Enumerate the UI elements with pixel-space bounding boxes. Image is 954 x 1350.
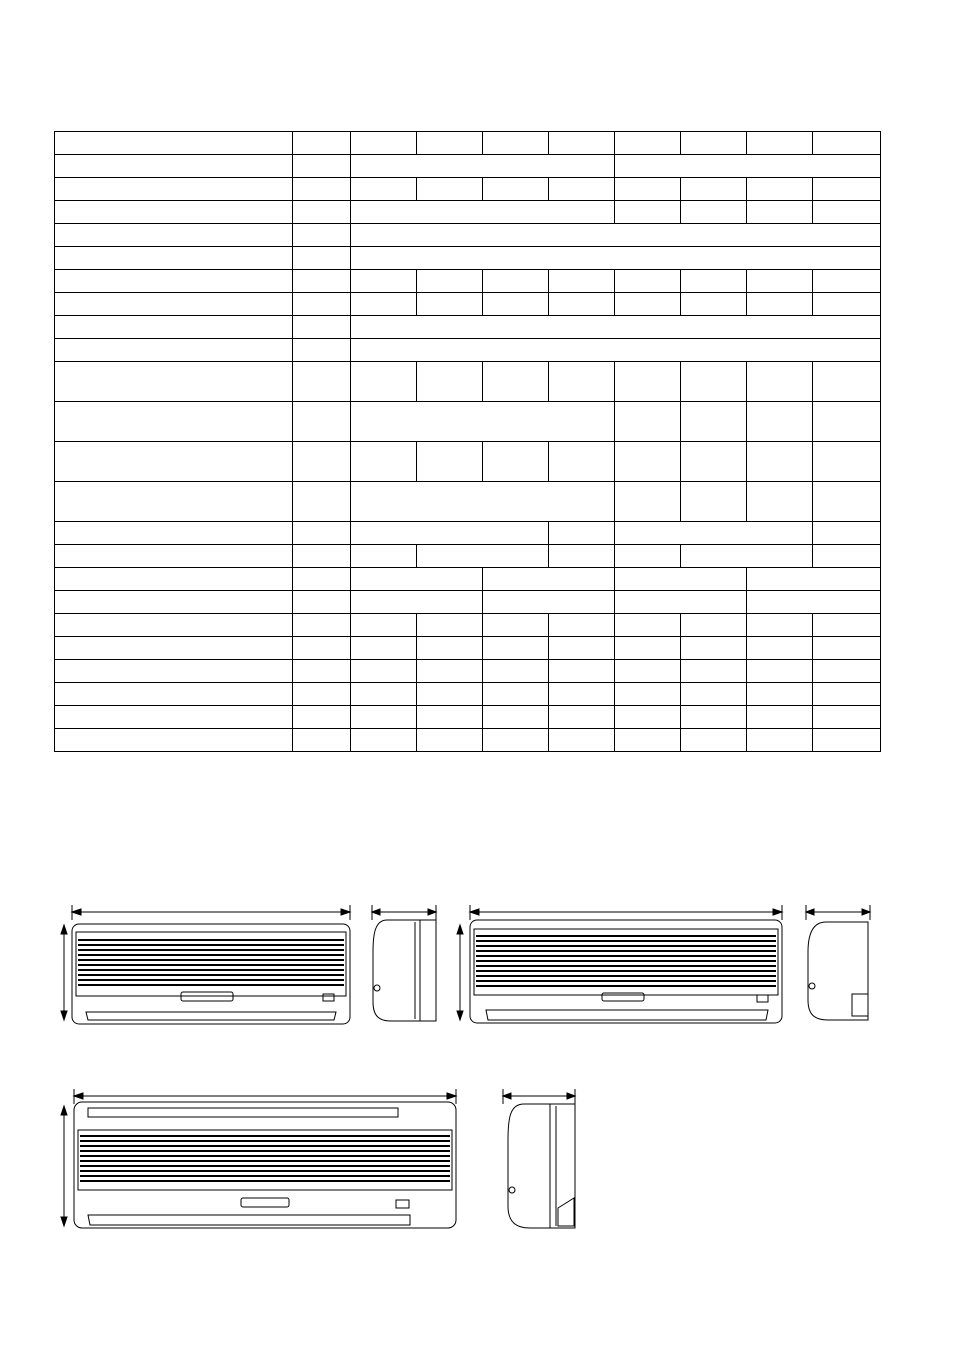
table-cell xyxy=(813,522,881,545)
table-row xyxy=(55,247,881,270)
table-cell xyxy=(293,155,351,178)
table-cell xyxy=(813,293,881,316)
table-cell xyxy=(681,362,747,402)
table-cell xyxy=(351,482,615,522)
top-grille-strip xyxy=(88,1108,398,1117)
table-cell xyxy=(293,270,351,293)
table-row xyxy=(55,683,881,706)
table-cell xyxy=(351,660,417,683)
table-cell xyxy=(417,683,483,706)
table-cell xyxy=(615,545,681,568)
table-cell xyxy=(747,362,813,402)
table-cell xyxy=(747,683,813,706)
table-cell xyxy=(549,132,615,155)
table-cell xyxy=(293,683,351,706)
table-cell xyxy=(293,522,351,545)
table-cell xyxy=(681,660,747,683)
table-cell xyxy=(681,201,747,224)
table-cell xyxy=(549,729,615,752)
table-cell xyxy=(813,201,881,224)
table-cell xyxy=(615,402,681,442)
table-cell xyxy=(549,522,615,545)
table-cell xyxy=(747,270,813,293)
table-cell xyxy=(351,293,417,316)
arrow-down-icon xyxy=(61,1011,67,1020)
table-cell xyxy=(293,568,351,591)
table-cell xyxy=(293,402,351,442)
table-cell xyxy=(747,637,813,660)
table-cell xyxy=(55,522,293,545)
table-cell xyxy=(55,637,293,660)
table-cell xyxy=(351,362,417,402)
table-cell xyxy=(351,591,483,614)
table-row xyxy=(55,729,881,752)
table-cell xyxy=(813,706,881,729)
receiver-window xyxy=(757,995,768,1002)
table-cell xyxy=(417,442,483,482)
table-cell xyxy=(293,224,351,247)
table-cell xyxy=(615,482,681,522)
table-cell xyxy=(55,224,293,247)
table-cell xyxy=(747,482,813,522)
table-row xyxy=(55,568,881,591)
table-cell xyxy=(813,178,881,201)
table-cell xyxy=(55,362,293,402)
table-cell xyxy=(483,706,549,729)
table-cell xyxy=(417,293,483,316)
table-cell xyxy=(293,442,351,482)
table-cell xyxy=(293,339,351,362)
table-cell xyxy=(813,482,881,522)
table-cell xyxy=(351,155,615,178)
display-panel xyxy=(241,1198,289,1207)
arrow-left-icon xyxy=(470,909,479,915)
table-cell xyxy=(351,316,881,339)
table-cell xyxy=(483,660,549,683)
table-row xyxy=(55,637,881,660)
table-cell xyxy=(549,637,615,660)
table-cell xyxy=(681,482,747,522)
table-cell xyxy=(549,178,615,201)
table-cell xyxy=(747,591,881,614)
table-cell xyxy=(813,660,881,683)
table-cell xyxy=(549,614,615,637)
table-cell xyxy=(55,545,293,568)
table-cell xyxy=(549,270,615,293)
table-cell xyxy=(681,442,747,482)
table-cell xyxy=(417,637,483,660)
arrow-down-icon xyxy=(61,1217,67,1226)
table-cell xyxy=(293,132,351,155)
side-knob xyxy=(809,983,815,989)
table-cell xyxy=(351,683,417,706)
table-row xyxy=(55,339,881,362)
table-cell xyxy=(293,482,351,522)
table-cell xyxy=(483,568,615,591)
table-row xyxy=(55,201,881,224)
table-cell xyxy=(747,178,813,201)
indoor-unit-a-front-drawing xyxy=(50,900,360,1030)
table-cell xyxy=(747,729,813,752)
table-row xyxy=(55,442,881,482)
arrow-left-icon xyxy=(806,909,814,915)
table-cell xyxy=(615,637,681,660)
table-cell xyxy=(417,132,483,155)
table-cell xyxy=(351,270,417,293)
table-cell xyxy=(747,660,813,683)
specification-table xyxy=(54,131,881,752)
table-cell xyxy=(747,568,881,591)
bottom-bracket xyxy=(852,994,868,1016)
table-cell xyxy=(813,637,881,660)
table-cell xyxy=(813,442,881,482)
arrow-down-icon xyxy=(457,1011,463,1020)
table-cell xyxy=(293,293,351,316)
table-cell xyxy=(747,706,813,729)
table-cell xyxy=(549,293,615,316)
table-cell xyxy=(293,706,351,729)
table-cell xyxy=(615,522,813,545)
table-cell xyxy=(417,362,483,402)
table-cell xyxy=(747,442,813,482)
table-row xyxy=(55,178,881,201)
table-cell xyxy=(681,402,747,442)
air-outlet-louver xyxy=(486,1010,768,1020)
table-cell xyxy=(747,402,813,442)
table-cell xyxy=(813,402,881,442)
table-cell xyxy=(615,568,747,591)
table-cell xyxy=(615,270,681,293)
table-cell xyxy=(293,247,351,270)
table-cell xyxy=(55,706,293,729)
table-cell xyxy=(681,683,747,706)
table-cell xyxy=(813,270,881,293)
table-cell xyxy=(293,729,351,752)
table-cell xyxy=(483,591,615,614)
table-cell xyxy=(681,270,747,293)
table-row xyxy=(55,270,881,293)
table-cell xyxy=(55,178,293,201)
table-cell xyxy=(615,293,681,316)
table-cell xyxy=(615,614,681,637)
table-row xyxy=(55,132,881,155)
receiver-window xyxy=(323,994,334,1001)
unit-side-profile xyxy=(508,1104,550,1228)
arrow-right-icon xyxy=(341,909,350,915)
table-cell xyxy=(681,637,747,660)
table-cell xyxy=(483,270,549,293)
table-cell xyxy=(681,293,747,316)
table-cell xyxy=(483,178,549,201)
table-cell xyxy=(55,482,293,522)
table-row xyxy=(55,522,881,545)
table-cell xyxy=(615,591,747,614)
table-cell xyxy=(417,706,483,729)
table-cell xyxy=(813,614,881,637)
table-cell xyxy=(55,442,293,482)
table-cell xyxy=(483,132,549,155)
table-cell xyxy=(483,637,549,660)
table-row xyxy=(55,482,881,522)
table-cell xyxy=(483,614,549,637)
table-cell xyxy=(813,683,881,706)
table-cell xyxy=(615,729,681,752)
table-cell xyxy=(55,247,293,270)
table-cell xyxy=(417,270,483,293)
table-cell xyxy=(351,614,417,637)
table-cell xyxy=(417,178,483,201)
table-row xyxy=(55,545,881,568)
table-cell xyxy=(681,614,747,637)
table-cell xyxy=(351,729,417,752)
arrow-right-icon xyxy=(862,909,870,915)
table-cell xyxy=(55,591,293,614)
side-knob xyxy=(509,1187,515,1193)
table-cell xyxy=(417,545,549,568)
table-cell xyxy=(681,132,747,155)
table-row xyxy=(55,706,881,729)
table-cell xyxy=(293,362,351,402)
table-cell xyxy=(293,614,351,637)
table-cell xyxy=(813,545,881,568)
table-cell xyxy=(483,683,549,706)
mounting-plate xyxy=(420,920,436,1021)
indoor-unit-a-side-drawing xyxy=(365,900,445,1030)
table-row xyxy=(55,591,881,614)
table-cell xyxy=(483,729,549,752)
display-panel xyxy=(602,993,644,1001)
table-cell xyxy=(615,362,681,402)
indoor-unit-b-front-drawing xyxy=(452,900,792,1030)
table-cell xyxy=(55,683,293,706)
indoor-unit-c-side-drawing xyxy=(498,1084,583,1234)
table-cell xyxy=(681,545,813,568)
table-cell xyxy=(55,270,293,293)
table-cell xyxy=(55,568,293,591)
table-cell xyxy=(351,247,881,270)
table-cell xyxy=(813,729,881,752)
table-cell xyxy=(417,660,483,683)
arrow-up-icon xyxy=(61,925,67,934)
table-cell xyxy=(747,132,813,155)
air-outlet-louver xyxy=(88,1215,410,1225)
table-cell xyxy=(55,155,293,178)
table-cell xyxy=(55,339,293,362)
arrow-left-icon xyxy=(72,909,81,915)
arrow-up-icon xyxy=(457,925,463,934)
table-cell xyxy=(351,402,615,442)
table-row xyxy=(55,362,881,402)
table-cell xyxy=(351,132,417,155)
table-cell xyxy=(615,683,681,706)
unit-side-profile xyxy=(808,922,868,1020)
table-cell xyxy=(293,201,351,224)
arrow-right-icon xyxy=(447,1093,456,1099)
arrow-right-icon xyxy=(428,909,436,915)
arrow-right-icon xyxy=(567,1093,575,1099)
table-cell xyxy=(351,706,417,729)
table-cell xyxy=(293,660,351,683)
receiver-window xyxy=(396,1200,409,1208)
table-cell xyxy=(417,729,483,752)
table-cell xyxy=(351,442,417,482)
table-cell xyxy=(351,201,615,224)
table-row xyxy=(55,660,881,683)
table-row xyxy=(55,155,881,178)
table-cell xyxy=(55,293,293,316)
bottom-bracket xyxy=(558,1198,574,1226)
air-outlet-louver xyxy=(86,1012,336,1020)
table-cell xyxy=(615,706,681,729)
table-cell xyxy=(615,178,681,201)
specification-table-body xyxy=(55,132,881,752)
table-cell xyxy=(483,293,549,316)
table-cell xyxy=(55,402,293,442)
table-row xyxy=(55,316,881,339)
table-cell xyxy=(293,316,351,339)
table-row xyxy=(55,402,881,442)
table-cell xyxy=(549,683,615,706)
indoor-unit-b-side-drawing xyxy=(800,900,880,1030)
table-cell xyxy=(417,614,483,637)
table-cell xyxy=(615,132,681,155)
table-cell xyxy=(549,545,615,568)
table-cell xyxy=(615,155,881,178)
table-cell xyxy=(681,706,747,729)
side-knob xyxy=(374,985,380,991)
table-cell xyxy=(351,178,417,201)
table-row xyxy=(55,614,881,637)
arrow-left-icon xyxy=(503,1093,511,1099)
table-cell xyxy=(55,316,293,339)
table-cell xyxy=(813,362,881,402)
table-cell xyxy=(483,362,549,402)
table-cell xyxy=(549,706,615,729)
table-cell xyxy=(747,293,813,316)
table-cell xyxy=(293,637,351,660)
arrow-left-icon xyxy=(74,1093,83,1099)
table-cell xyxy=(813,132,881,155)
mounting-plate xyxy=(550,1104,575,1228)
table-cell xyxy=(549,442,615,482)
table-row xyxy=(55,224,881,247)
table-cell xyxy=(55,201,293,224)
table-cell xyxy=(293,591,351,614)
indoor-unit-c-front-drawing xyxy=(52,1084,462,1234)
table-cell xyxy=(549,660,615,683)
arrow-right-icon xyxy=(773,909,782,915)
table-cell xyxy=(293,545,351,568)
table-cell xyxy=(351,224,881,247)
table-cell xyxy=(351,545,417,568)
table-cell xyxy=(55,132,293,155)
arrow-up-icon xyxy=(61,1106,67,1115)
table-cell xyxy=(351,339,881,362)
table-cell xyxy=(615,201,681,224)
table-cell xyxy=(55,729,293,752)
table-cell xyxy=(293,178,351,201)
table-cell xyxy=(615,442,681,482)
table-cell xyxy=(483,442,549,482)
table-cell xyxy=(681,178,747,201)
table-row xyxy=(55,293,881,316)
table-cell xyxy=(681,729,747,752)
table-cell xyxy=(351,568,483,591)
table-cell xyxy=(55,660,293,683)
unit-side-profile xyxy=(373,920,420,1021)
table-cell xyxy=(615,660,681,683)
table-cell xyxy=(351,522,549,545)
table-cell xyxy=(549,362,615,402)
table-cell xyxy=(351,637,417,660)
table-cell xyxy=(55,614,293,637)
table-cell xyxy=(747,614,813,637)
table-cell xyxy=(747,201,813,224)
arrow-left-icon xyxy=(372,909,380,915)
